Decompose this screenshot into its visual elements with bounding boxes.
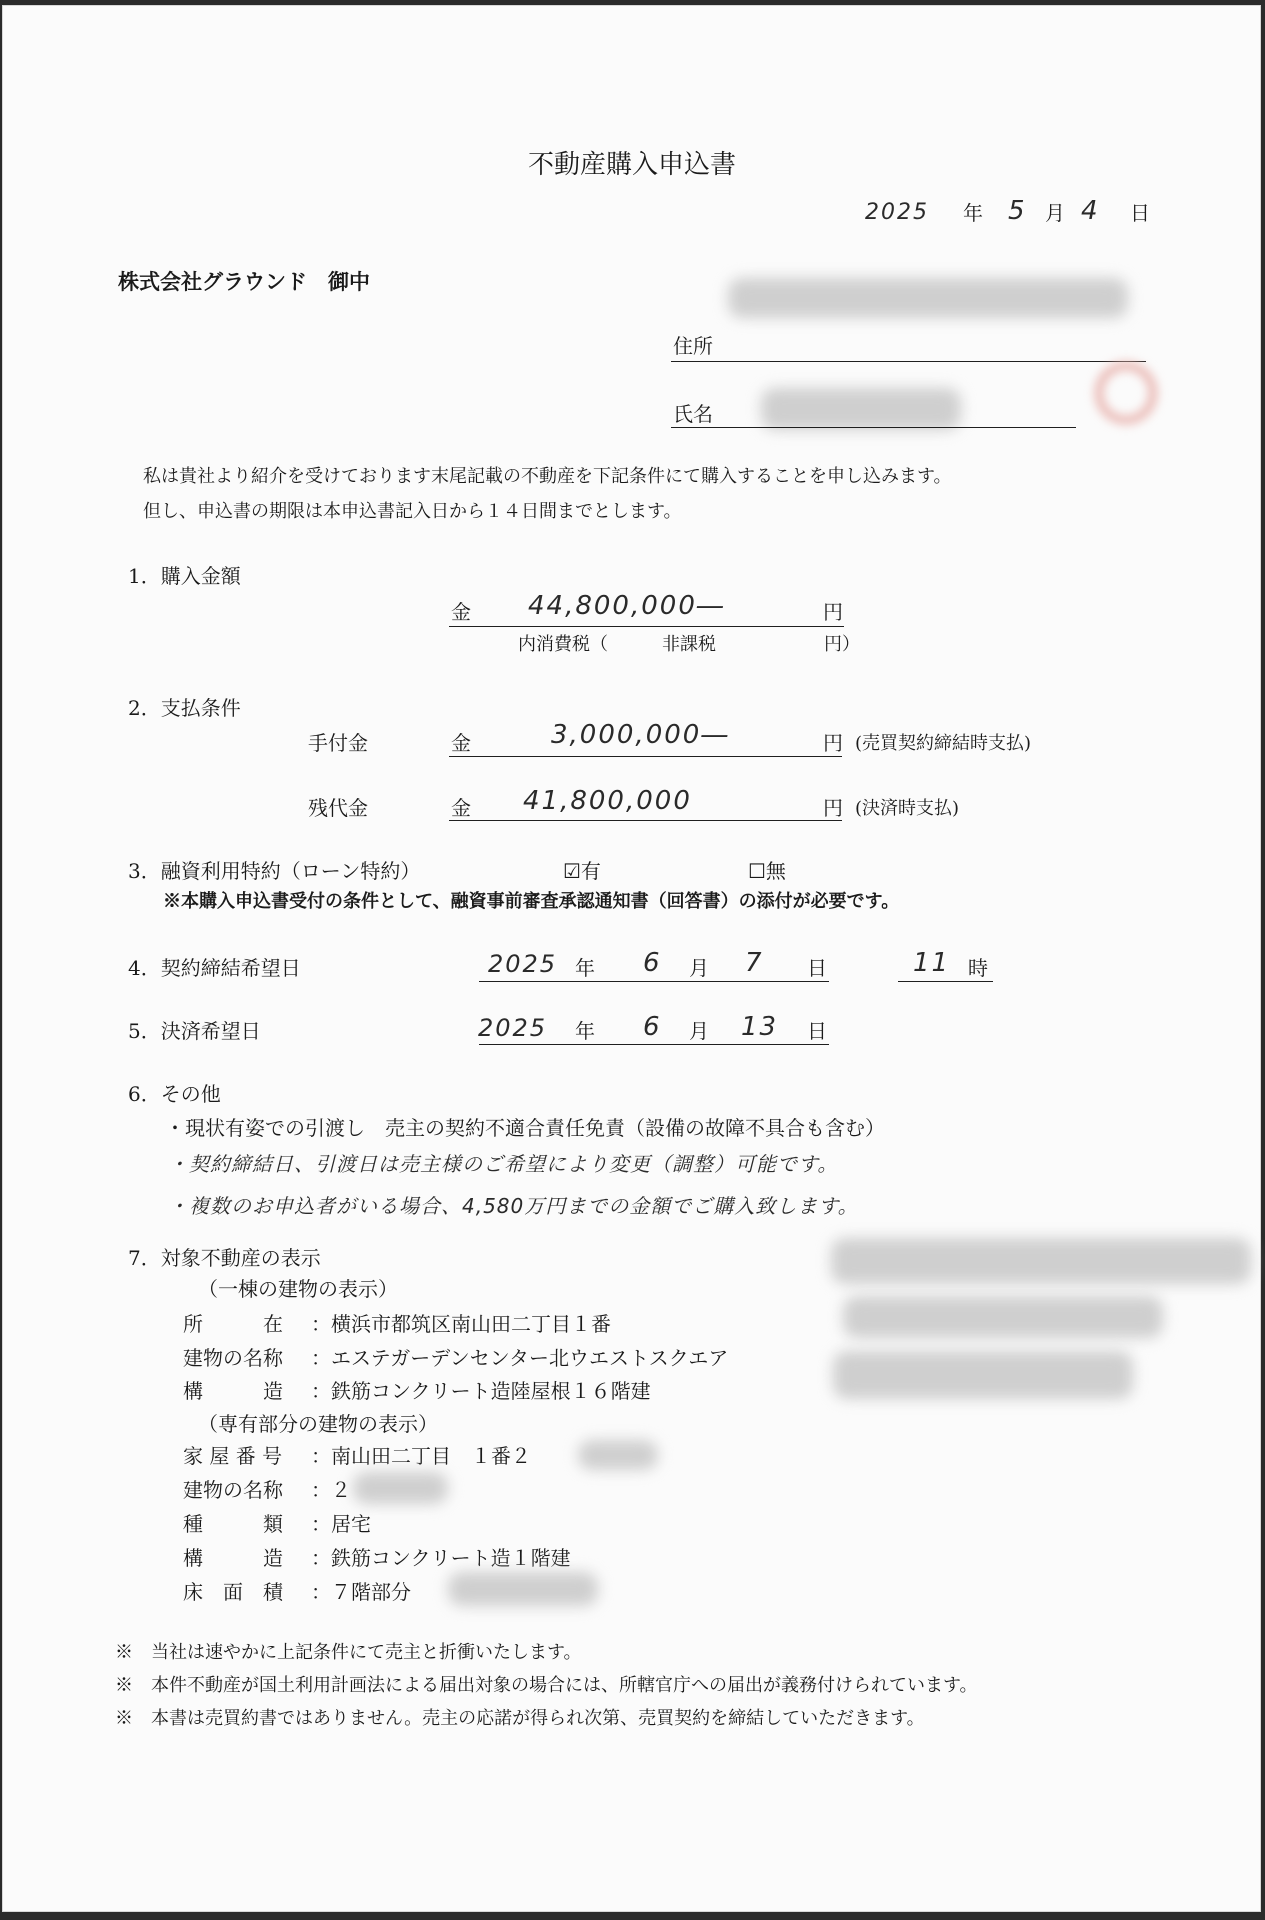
- redacted-address: [728, 278, 1128, 318]
- location-value: ：横浜市都筑区南山田二丁目１番: [311, 1312, 611, 1336]
- contract-hour-line: [898, 981, 993, 982]
- redacted-unit-name: [353, 1472, 448, 1504]
- building-name-label: 建物の名称: [183, 1346, 283, 1370]
- house-number-label: 家 屋 番 号: [183, 1444, 283, 1468]
- other-item-1: ・現状有姿での引渡し 売主の契約不適合責任免責（設備の故障不具合も含む）: [165, 1116, 885, 1140]
- settlement-month-handwritten: 6: [643, 1012, 662, 1042]
- settlement-date-line: [479, 1044, 829, 1045]
- settlement-day-label: 日: [807, 1019, 827, 1043]
- building-name-value: ：エステガーデンセンター北ウエストスクエア: [311, 1346, 729, 1370]
- contract-month-label: 月: [689, 956, 709, 980]
- floor-area-label: 床 面 積: [183, 1580, 283, 1604]
- contract-date-line: [479, 981, 829, 982]
- section-1-heading: 1．購入金額: [128, 564, 241, 588]
- redacted-block-2: [843, 1296, 1163, 1338]
- deposit-line: [449, 756, 842, 757]
- loan-clause-no: ☐無: [748, 859, 786, 883]
- structure-label: 構 造: [183, 1379, 283, 1403]
- note-3: ※ 本書は売買約書ではありません。売主の応諾が得られ次第、売買契約を締結していただきます。: [115, 1708, 925, 1729]
- unit-header: （専有部分の建物の表示）: [198, 1412, 438, 1436]
- loan-clause-yes-checked: ☑有: [563, 859, 601, 883]
- name-line: [671, 427, 1076, 428]
- unit-name-label: 建物の名称: [183, 1478, 283, 1502]
- deposit-note: (売買契約締結時支払): [855, 733, 1032, 754]
- balance-line: [449, 820, 842, 821]
- application-form-page: [3, 6, 1260, 1911]
- loan-approval-note: ※本購入申込書受付の条件として、融資事前審査承認通知書（回答書）の添付が必要です。: [163, 891, 900, 912]
- unit-structure-value: ：鉄筋コンクリート造１階建: [311, 1546, 571, 1570]
- section-7-heading: 7．対象不動産の表示: [128, 1246, 321, 1270]
- purchase-yen: 円: [823, 600, 843, 624]
- redacted-house-number: [578, 1440, 658, 1470]
- balance-yen: 円: [823, 796, 843, 820]
- date-month-handwritten: 5: [1008, 196, 1027, 226]
- redacted-floor-area: [448, 1572, 598, 1606]
- section-2-heading: 2．支払条件: [128, 696, 241, 720]
- settlement-year-label: 年: [575, 1019, 595, 1043]
- addressee: 株式会社グラウンド 御中: [118, 269, 370, 294]
- redacted-name: [761, 388, 961, 430]
- balance-amount-handwritten: 41,800,000: [523, 786, 692, 816]
- kind-label: 種 類: [183, 1512, 283, 1536]
- building-header: （一棟の建物の表示）: [198, 1277, 398, 1301]
- section-6-heading: 6．その他: [128, 1082, 221, 1106]
- date-day-label: 日: [1130, 201, 1150, 225]
- kind-value: ：居宅: [311, 1512, 371, 1536]
- address-line: [671, 361, 1146, 362]
- settlement-year-handwritten: 2025: [478, 1014, 548, 1042]
- section-4-heading: 4．契約締結希望日: [128, 956, 301, 980]
- balance-note: (決済時支払): [855, 798, 960, 819]
- address-label: 住所: [673, 334, 713, 358]
- floor-area-value: ：７階部分: [311, 1580, 411, 1604]
- settlement-day-handwritten: 13: [741, 1012, 779, 1042]
- date-year-label: 年: [963, 201, 983, 225]
- other-item-3-handwritten: ・複数のお申込者がいる場合、4,580万円までの金額でご購入致します。: [168, 1194, 859, 1218]
- location-label: 所 在: [183, 1312, 283, 1336]
- other-item-2-handwritten: ・契約締結日、引渡日は売主様のご希望により変更（調整）可能です。: [168, 1152, 839, 1176]
- deposit-label: 手付金: [308, 731, 368, 755]
- personal-seal-stamp: [1095, 362, 1157, 424]
- name-label: 氏名: [673, 402, 713, 426]
- redacted-block-1: [831, 1238, 1251, 1284]
- purchase-amount-handwritten: 44,800,000―: [528, 591, 725, 621]
- deposit-yen: 円: [823, 731, 843, 755]
- date-day-handwritten: 4: [1081, 196, 1100, 226]
- contract-month-handwritten: 6: [643, 948, 662, 978]
- contract-year-handwritten: 2025: [488, 950, 558, 978]
- section-5-heading: 5．決済希望日: [128, 1019, 261, 1043]
- section-3-heading: 3．融資利用特約（ローン特約）: [128, 859, 421, 883]
- date-year-handwritten: 2025: [865, 200, 929, 225]
- contract-day-label: 日: [807, 956, 827, 980]
- unit-name-value: ：２: [311, 1478, 351, 1502]
- settlement-month-label: 月: [689, 1019, 709, 1043]
- document-title: 不動産購入申込書: [528, 150, 737, 180]
- date-month-label: 月: [1045, 201, 1065, 225]
- purchase-kin: 金: [451, 600, 471, 624]
- structure-value: ：鉄筋コンクリート造陸屋根１６階建: [311, 1379, 651, 1403]
- contract-hour-handwritten: 11: [913, 948, 951, 978]
- purchase-amount-line: [449, 626, 844, 627]
- consumption-tax: 内消費税（ 非課税 円）: [518, 634, 860, 655]
- house-number-value: ：南山田二丁目 １番２: [311, 1444, 531, 1468]
- intro-line-1: 私は貴社より紹介を受けております末尾記載の不動産を下記条件にて購入することを申し込みます。: [143, 466, 952, 487]
- balance-kin: 金: [451, 796, 471, 820]
- redacted-block-3: [833, 1351, 1133, 1399]
- intro-line-2: 但し、申込書の期限は本申込書記入日から１４日間までとします。: [143, 501, 682, 522]
- contract-day-handwritten: 7: [745, 948, 764, 978]
- deposit-kin: 金: [451, 731, 471, 755]
- unit-structure-label: 構 造: [183, 1546, 283, 1570]
- note-1: ※ 当社は速やかに上記条件にて売主と折衝いたします。: [115, 1642, 582, 1663]
- balance-label: 残代金: [308, 796, 368, 820]
- deposit-amount-handwritten: 3,000,000―: [551, 720, 730, 750]
- contract-year-label: 年: [575, 956, 595, 980]
- contract-hour-label: 時: [968, 956, 988, 980]
- note-2: ※ 本件不動産が国土利用計画法による届出対象の場合には、所轄官庁への届出が義務付けられています。: [115, 1675, 978, 1696]
